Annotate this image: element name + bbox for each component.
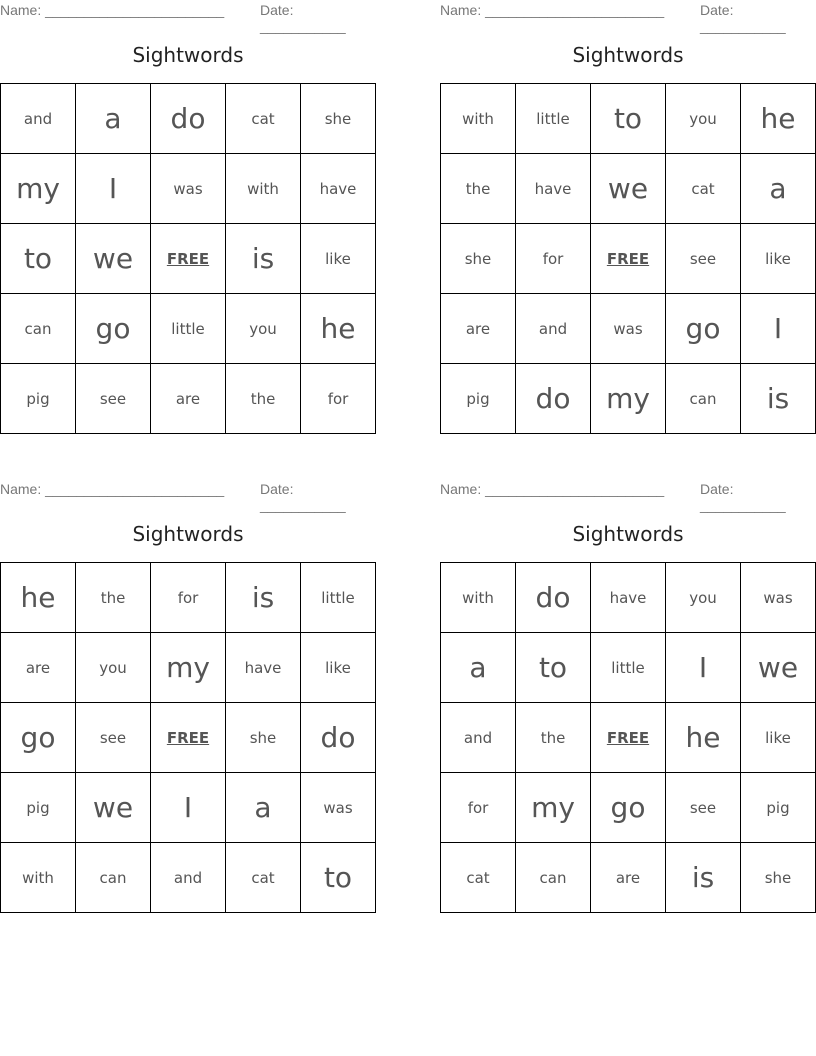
bingo-cell: go <box>76 294 151 364</box>
bingo-cell: the <box>441 154 516 224</box>
bingo-cell: are <box>441 294 516 364</box>
free-space: FREE <box>591 224 666 294</box>
bingo-cell: a <box>441 633 516 703</box>
bingo-cell: like <box>301 633 376 703</box>
bingo-cell: like <box>301 224 376 294</box>
bingo-cell: was <box>741 563 816 633</box>
bingo-card <box>0 479 376 919</box>
bingo-row <box>441 224 816 294</box>
bingo-cell: you <box>666 84 741 154</box>
bingo-card <box>440 479 816 919</box>
bingo-cell: see <box>76 703 151 773</box>
bingo-cell: we <box>741 633 816 703</box>
bingo-cell: are <box>591 843 666 913</box>
bingo-cell: see <box>76 364 151 434</box>
bingo-row <box>441 154 816 224</box>
bingo-cell: and <box>516 294 591 364</box>
bingo-row <box>1 224 376 294</box>
bingo-cell: see <box>666 224 741 294</box>
bingo-cell: a <box>226 773 301 843</box>
bingo-cell: with <box>441 563 516 633</box>
bingo-cell: pig <box>741 773 816 843</box>
bingo-cell: pig <box>1 773 76 843</box>
bingo-cell: he <box>741 84 816 154</box>
free-space: FREE <box>151 224 226 294</box>
bingo-cell: pig <box>1 364 76 434</box>
bingo-cell: my <box>516 773 591 843</box>
bingo-cell: do <box>301 703 376 773</box>
bingo-row <box>1 843 376 913</box>
bingo-cell: cat <box>226 843 301 913</box>
free-space: FREE <box>151 703 226 773</box>
bingo-row <box>441 294 816 364</box>
bingo-cell: are <box>151 364 226 434</box>
bingo-cell: with <box>441 84 516 154</box>
bingo-card <box>440 0 816 440</box>
bingo-cell: is <box>666 843 741 913</box>
bingo-cell: can <box>516 843 591 913</box>
bingo-cell: was <box>151 154 226 224</box>
bingo-cell: go <box>666 294 741 364</box>
bingo-row <box>441 633 816 703</box>
bingo-cell: is <box>226 224 301 294</box>
bingo-cell: is <box>741 364 816 434</box>
bingo-cell: to <box>591 84 666 154</box>
bingo-cell: pig <box>441 364 516 434</box>
bingo-cell: are <box>1 633 76 703</box>
bingo-cell: little <box>591 633 666 703</box>
bingo-cell: for <box>441 773 516 843</box>
name-date-line <box>0 481 376 513</box>
bingo-cell: for <box>301 364 376 434</box>
bingo-row <box>441 364 816 434</box>
bingo-grid <box>440 83 816 434</box>
bingo-cell: he <box>301 294 376 364</box>
bingo-cell: have <box>516 154 591 224</box>
bingo-row <box>1 563 376 633</box>
bingo-row <box>441 773 816 843</box>
bingo-cell: can <box>666 364 741 434</box>
bingo-row <box>441 563 816 633</box>
bingo-cell: see <box>666 773 741 843</box>
bingo-cell: she <box>226 703 301 773</box>
bingo-cell: cat <box>226 84 301 154</box>
bingo-cell: we <box>76 773 151 843</box>
bingo-cell: do <box>516 364 591 434</box>
bingo-row <box>1 703 376 773</box>
bingo-cell: my <box>1 154 76 224</box>
card-title: Sightwords <box>572 522 684 546</box>
card-title: Sightwords <box>132 522 244 546</box>
bingo-cell: I <box>741 294 816 364</box>
name-field-label: Name: _______________________ <box>440 481 665 497</box>
bingo-cell: my <box>591 364 666 434</box>
bingo-cell: we <box>591 154 666 224</box>
bingo-cell: go <box>1 703 76 773</box>
bingo-cell: and <box>441 703 516 773</box>
bingo-cell: have <box>226 633 301 703</box>
bingo-cell: do <box>516 563 591 633</box>
bingo-cell: like <box>741 224 816 294</box>
bingo-cell: I <box>666 633 741 703</box>
bingo-row <box>1 84 376 154</box>
bingo-grid <box>440 562 816 913</box>
bingo-row <box>441 84 816 154</box>
bingo-row <box>1 773 376 843</box>
bingo-cell: he <box>666 703 741 773</box>
bingo-cell: can <box>76 843 151 913</box>
bingo-row <box>441 843 816 913</box>
bingo-cell: have <box>591 563 666 633</box>
bingo-card <box>0 0 376 440</box>
name-field-label: Name: _______________________ <box>0 2 225 18</box>
name-date-line <box>440 2 816 34</box>
bingo-cell: I <box>151 773 226 843</box>
bingo-cell: can <box>1 294 76 364</box>
name-date-line <box>440 481 816 513</box>
free-space: FREE <box>591 703 666 773</box>
bingo-cell: she <box>441 224 516 294</box>
card-title: Sightwords <box>132 43 244 67</box>
bingo-cell: little <box>301 563 376 633</box>
bingo-cell: to <box>1 224 76 294</box>
bingo-cell: the <box>516 703 591 773</box>
bingo-cell: a <box>76 84 151 154</box>
bingo-cell: and <box>151 843 226 913</box>
bingo-cell: she <box>741 843 816 913</box>
date-field-label: Date: ___________ <box>260 481 346 513</box>
bingo-cell: go <box>591 773 666 843</box>
card-title: Sightwords <box>572 43 684 67</box>
bingo-cell: you <box>666 563 741 633</box>
bingo-grid <box>0 562 376 913</box>
bingo-cell: was <box>591 294 666 364</box>
bingo-cell: the <box>76 563 151 633</box>
date-field-label: Date: ___________ <box>700 481 786 513</box>
name-field-label: Name: _______________________ <box>0 481 225 497</box>
name-date-line <box>0 2 376 34</box>
bingo-cell: do <box>151 84 226 154</box>
bingo-cell: a <box>741 154 816 224</box>
bingo-cell: cat <box>666 154 741 224</box>
bingo-cell: for <box>516 224 591 294</box>
bingo-row <box>1 364 376 434</box>
bingo-cell: I <box>76 154 151 224</box>
bingo-cell: was <box>301 773 376 843</box>
date-field-label: Date: ___________ <box>260 2 346 34</box>
bingo-cell: you <box>76 633 151 703</box>
bingo-grid <box>0 83 376 434</box>
bingo-row <box>441 703 816 773</box>
bingo-cell: my <box>151 633 226 703</box>
bingo-cell: little <box>151 294 226 364</box>
bingo-row <box>1 633 376 703</box>
bingo-cell: with <box>1 843 76 913</box>
bingo-cell: with <box>226 154 301 224</box>
bingo-cell: she <box>301 84 376 154</box>
date-field-label: Date: ___________ <box>700 2 786 34</box>
bingo-cell: he <box>1 563 76 633</box>
bingo-cell: to <box>301 843 376 913</box>
bingo-cell: like <box>741 703 816 773</box>
bingo-cell: and <box>1 84 76 154</box>
bingo-cell: for <box>151 563 226 633</box>
bingo-cell: to <box>516 633 591 703</box>
bingo-row <box>1 154 376 224</box>
name-field-label: Name: _______________________ <box>440 2 665 18</box>
bingo-cell: little <box>516 84 591 154</box>
bingo-cell: the <box>226 364 301 434</box>
bingo-cell: have <box>301 154 376 224</box>
bingo-row <box>1 294 376 364</box>
bingo-cell: cat <box>441 843 516 913</box>
bingo-cell: you <box>226 294 301 364</box>
bingo-cell: we <box>76 224 151 294</box>
bingo-cell: is <box>226 563 301 633</box>
